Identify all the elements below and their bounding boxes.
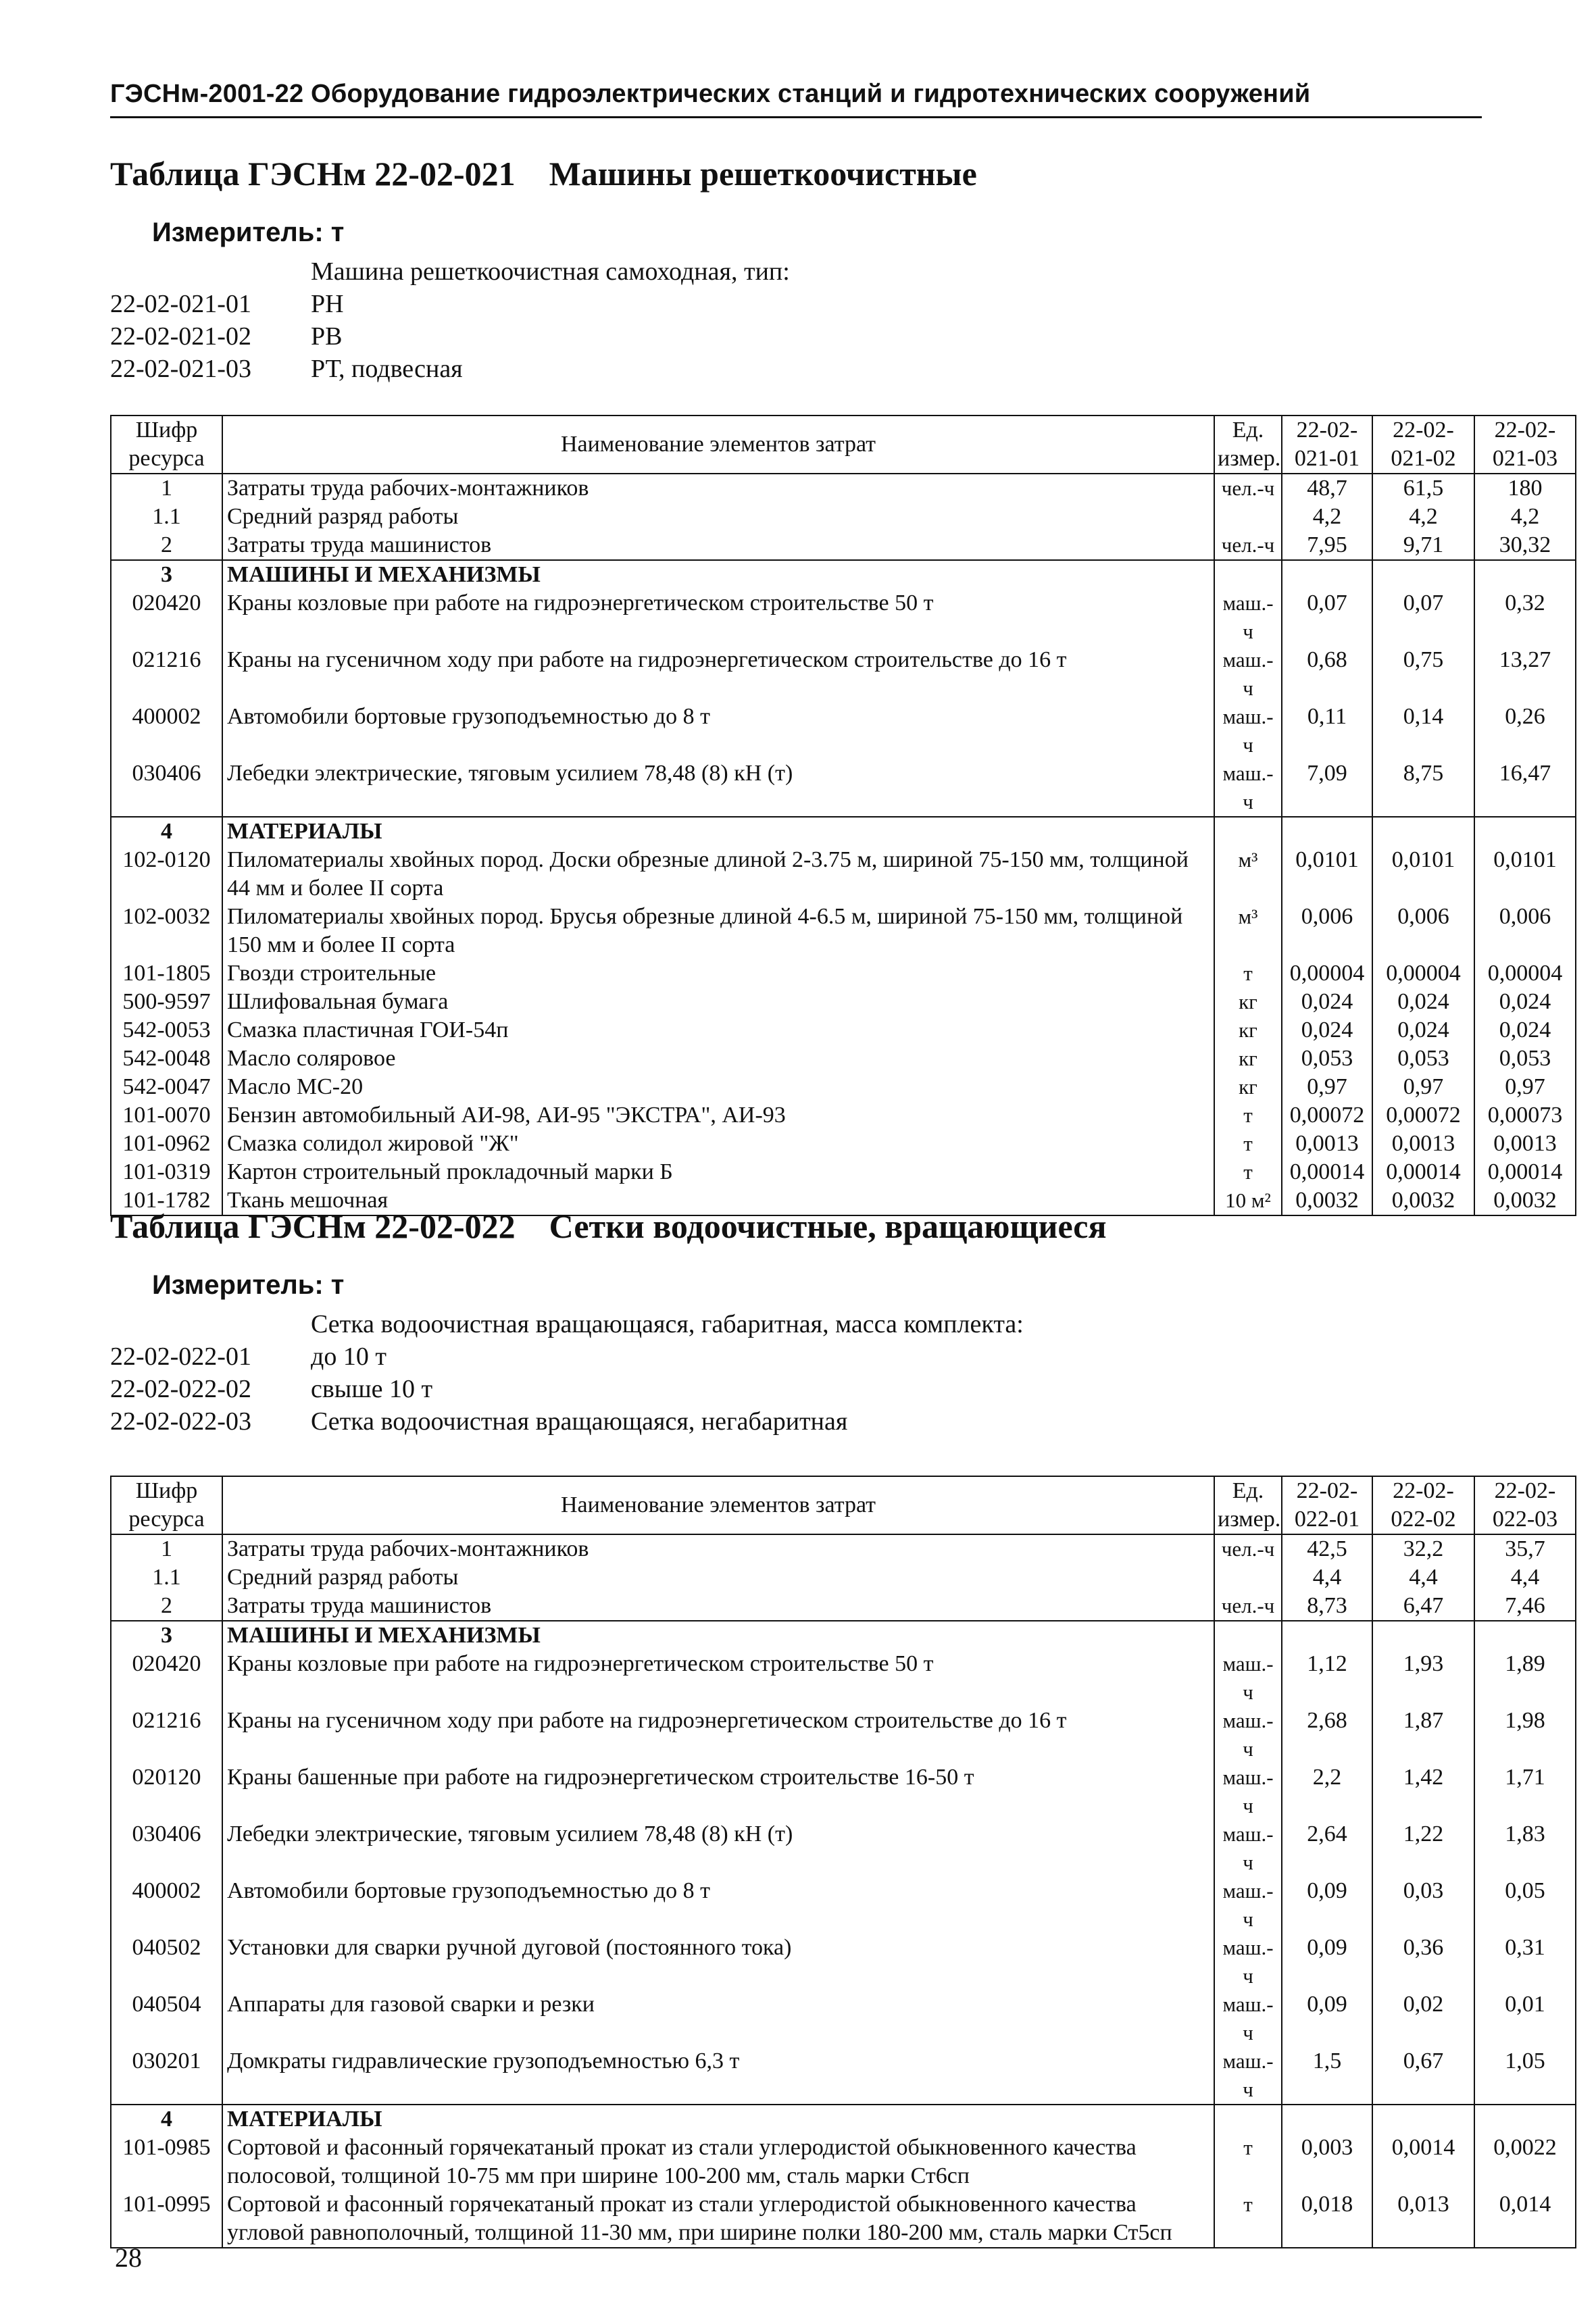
resource-code-cell: 1 <box>111 474 222 503</box>
value-cell: 0,0101 <box>1282 846 1372 903</box>
resource-code-cell: 101-1805 <box>111 959 222 988</box>
value-cell <box>1372 2105 1474 2134</box>
spec-row: 22-02-022-03 Сетка водоочистная вращающаяся, негабаритная <box>110 1407 848 1436</box>
value-cell: 2,64 <box>1282 1820 1372 1877</box>
unit-cell <box>1214 2105 1282 2134</box>
value-cell: 0,02 <box>1372 1990 1474 2047</box>
value-cell: 0,67 <box>1372 2047 1474 2105</box>
value-cell: 42,5 <box>1282 1534 1372 1563</box>
spec-row: 22-02-022-02 свыше 10 т <box>110 1375 433 1403</box>
header-col-1: 22-02- 021-01 <box>1282 416 1372 474</box>
value-cell: 0,0013 <box>1282 1130 1372 1158</box>
cost-element-name-cell: Домкраты гидравлические грузоподъемностью 6,3 т <box>222 2047 1214 2105</box>
table2-title-name: Сетки водоочистные, вращающиеся <box>549 1207 1107 1245</box>
value-cell: 13,27 <box>1474 646 1576 703</box>
table-row <box>111 1534 1576 1563</box>
table-row <box>111 1073 1576 1101</box>
table1-measure: Измеритель: т <box>152 218 345 247</box>
spec-row: 22-02-021-03 РТ, подвесная <box>110 355 463 383</box>
value-cell: 1,42 <box>1372 1763 1474 1820</box>
table-row <box>111 646 1576 703</box>
value-cell: 0,00073 <box>1474 1101 1576 1130</box>
unit-cell: т <box>1214 1101 1282 1130</box>
cost-element-name-cell: Картон строительный прокладочный марки Б <box>222 1158 1214 1186</box>
value-cell: 0,024 <box>1282 1016 1372 1045</box>
unit-cell: маш.-ч <box>1214 2047 1282 2105</box>
value-cell: 0,00072 <box>1372 1101 1474 1130</box>
table2-measure: Измеритель: т <box>152 1270 345 1300</box>
value-cell: 1,89 <box>1474 1650 1576 1707</box>
resource-code-cell: 542-0047 <box>111 1073 222 1101</box>
value-cell: 4,2 <box>1282 503 1372 531</box>
value-cell: 0,09 <box>1282 1877 1372 1934</box>
cost-element-name-cell: Масло соляровое <box>222 1045 1214 1073</box>
value-cell: 0,018 <box>1282 2190 1372 2248</box>
unit-cell: т <box>1214 2190 1282 2248</box>
resource-code-cell: 021216 <box>111 1707 222 1763</box>
resource-code-cell: 101-0985 <box>111 2134 222 2190</box>
cost-element-name-cell: МАШИНЫ И МЕХАНИЗМЫ <box>222 1621 1214 1650</box>
cost-element-name-cell: Средний разряд работы <box>222 503 1214 531</box>
value-cell: 6,47 <box>1372 1592 1474 1621</box>
header-unit: Ед. измер. <box>1214 416 1282 474</box>
value-cell: 0,68 <box>1282 646 1372 703</box>
value-cell: 0,97 <box>1372 1073 1474 1101</box>
resource-code-cell: 040502 <box>111 1934 222 1990</box>
table-row <box>111 560 1576 589</box>
cost-element-name-cell: Пиломатериалы хвойных пород. Брусья обрезные длиной 4-6.5 м, шириной 75-150 мм, толщиной 150 мм и более II сорта <box>222 903 1214 959</box>
cost-element-name-cell: Бензин автомобильный АИ-98, АИ-95 "ЭКСТРА", АИ-93 <box>222 1101 1214 1130</box>
spec-heading: Сетка водоочистная вращающаяся, габаритная, масса комплекта: <box>311 1310 1024 1338</box>
value-cell: 7,95 <box>1282 531 1372 560</box>
value-cell: 0,97 <box>1282 1073 1372 1101</box>
value-cell: 0,0013 <box>1372 1130 1474 1158</box>
cost-element-name-cell: Аппараты для газовой сварки и резки <box>222 1990 1214 2047</box>
value-cell: 0,00014 <box>1372 1158 1474 1186</box>
value-cell: 0,00004 <box>1474 959 1576 988</box>
unit-cell: маш.-ч <box>1214 1877 1282 1934</box>
unit-cell: чел.-ч <box>1214 474 1282 503</box>
value-cell <box>1474 817 1576 846</box>
value-cell: 61,5 <box>1372 474 1474 503</box>
unit-cell: чел.-ч <box>1214 531 1282 560</box>
cost-element-name-cell: Установки для сварки ручной дуговой (постоянного тока) <box>222 1934 1214 1990</box>
unit-cell: маш.-ч <box>1214 589 1282 646</box>
cost-element-name-cell: Средний разряд работы <box>222 1563 1214 1592</box>
value-cell: 48,7 <box>1282 474 1372 503</box>
unit-cell <box>1214 1621 1282 1650</box>
cost-element-name-cell: Смазка пластичная ГОИ-54п <box>222 1016 1214 1045</box>
resource-code-cell: 2 <box>111 1592 222 1621</box>
resource-code-cell: 542-0053 <box>111 1016 222 1045</box>
value-cell: 0,00014 <box>1282 1158 1372 1186</box>
table-row <box>111 1592 1576 1621</box>
cost-element-name-cell: Шлифовальная бумага <box>222 988 1214 1016</box>
value-cell: 0,024 <box>1474 988 1576 1016</box>
unit-cell <box>1214 817 1282 846</box>
header-name: Наименование элементов затрат <box>222 1476 1214 1534</box>
value-cell: 0,00004 <box>1282 959 1372 988</box>
value-cell: 0,024 <box>1474 1016 1576 1045</box>
table-row <box>111 1621 1576 1650</box>
value-cell: 4,2 <box>1474 503 1576 531</box>
value-cell: 0,05 <box>1474 1877 1576 1934</box>
value-cell: 35,7 <box>1474 1534 1576 1563</box>
resource-code-cell: 542-0048 <box>111 1045 222 1073</box>
cost-element-name-cell: Лебедки электрические, тяговым усилием 78,48 (8) кН (т) <box>222 1820 1214 1877</box>
cost-element-name-cell: МАШИНЫ И МЕХАНИЗМЫ <box>222 560 1214 589</box>
spec-row: 22-02-021-02 РВ <box>110 322 343 351</box>
table-row <box>111 2105 1576 2134</box>
value-cell: 0,013 <box>1372 2190 1474 2248</box>
resource-code-cell: 4 <box>111 2105 222 2134</box>
value-cell: 0,09 <box>1282 1990 1372 2047</box>
value-cell: 0,0032 <box>1282 1186 1372 1215</box>
value-cell: 0,024 <box>1372 988 1474 1016</box>
header-col-3: 22-02- 021-03 <box>1474 416 1576 474</box>
cost-element-name-cell: Масло МС-20 <box>222 1073 1214 1101</box>
spec-heading: Машина решеткоочистная самоходная, тип: <box>311 257 790 286</box>
unit-cell: маш.-ч <box>1214 1707 1282 1763</box>
table-row <box>111 988 1576 1016</box>
value-cell: 0,014 <box>1474 2190 1576 2248</box>
value-cell: 0,006 <box>1474 903 1576 959</box>
value-cell: 1,93 <box>1372 1650 1474 1707</box>
cost-element-name-cell: Краны на гусеничном ходу при работе на гидроэнергетическом строительстве до 16 т <box>222 1707 1214 1763</box>
value-cell: 0,024 <box>1372 1016 1474 1045</box>
value-cell: 0,32 <box>1474 589 1576 646</box>
unit-cell: м³ <box>1214 903 1282 959</box>
unit-cell: кг <box>1214 1073 1282 1101</box>
table-row <box>111 2047 1576 2105</box>
unit-cell <box>1214 560 1282 589</box>
cost-element-name-cell: Автомобили бортовые грузоподъемностью до 8 т <box>222 703 1214 759</box>
resource-code-cell: 021216 <box>111 646 222 703</box>
cost-element-name-cell: Затраты труда рабочих-монтажников <box>222 474 1214 503</box>
value-cell: 32,2 <box>1372 1534 1474 1563</box>
value-cell: 0,00072 <box>1282 1101 1372 1130</box>
value-cell <box>1474 560 1576 589</box>
page-number: 28 <box>115 2242 142 2273</box>
resource-code-cell: 400002 <box>111 1877 222 1934</box>
value-cell: 0,003 <box>1282 2134 1372 2190</box>
table-row <box>111 1158 1576 1186</box>
unit-cell: кг <box>1214 1045 1282 1073</box>
unit-cell: т <box>1214 2134 1282 2190</box>
cost-element-name-cell: Краны на гусеничном ходу при работе на гидроэнергетическом строительстве до 16 т <box>222 646 1214 703</box>
table1-grid <box>110 415 1576 1216</box>
value-cell: 1,22 <box>1372 1820 1474 1877</box>
header-name: Наименование элементов затрат <box>222 416 1214 474</box>
table-row <box>111 846 1576 903</box>
table-row <box>111 903 1576 959</box>
resource-code-cell: 101-1782 <box>111 1186 222 1215</box>
table-row <box>111 703 1576 759</box>
value-cell: 0,0013 <box>1474 1130 1576 1158</box>
value-cell: 1,98 <box>1474 1707 1576 1763</box>
value-cell: 7,09 <box>1282 759 1372 817</box>
value-cell <box>1474 1621 1576 1650</box>
table-row <box>111 1707 1576 1763</box>
value-cell: 4,4 <box>1474 1563 1576 1592</box>
value-cell: 180 <box>1474 474 1576 503</box>
resource-code-cell: 101-0070 <box>111 1101 222 1130</box>
table-row <box>111 1650 1576 1707</box>
value-cell <box>1372 1621 1474 1650</box>
table-row <box>111 1563 1576 1592</box>
value-cell: 0,31 <box>1474 1934 1576 1990</box>
cost-element-name-cell: Краны башенные при работе на гидроэнергетическом строительстве 16-50 т <box>222 1763 1214 1820</box>
unit-cell: маш.-ч <box>1214 646 1282 703</box>
value-cell: 0,26 <box>1474 703 1576 759</box>
unit-cell: кг <box>1214 988 1282 1016</box>
value-cell: 0,024 <box>1282 988 1372 1016</box>
header-col-2: 22-02- 021-02 <box>1372 416 1474 474</box>
cost-element-name-cell: Затраты труда машинистов <box>222 1592 1214 1621</box>
table-row <box>111 1934 1576 1990</box>
table-row <box>111 817 1576 846</box>
unit-cell: т <box>1214 959 1282 988</box>
table1-title <box>110 154 977 193</box>
value-cell: 0,0014 <box>1372 2134 1474 2190</box>
value-cell <box>1282 817 1372 846</box>
table-row <box>111 1877 1576 1934</box>
value-cell: 4,4 <box>1282 1563 1372 1592</box>
table2-specs <box>110 1308 1024 1438</box>
table-header-row <box>111 1476 1576 1534</box>
value-cell: 1,12 <box>1282 1650 1372 1707</box>
cost-element-name-cell: Затраты труда машинистов <box>222 531 1214 560</box>
resource-code-cell: 101-0962 <box>111 1130 222 1158</box>
value-cell: 0,75 <box>1372 646 1474 703</box>
value-cell: 0,00004 <box>1372 959 1474 988</box>
cost-element-name-cell: Пиломатериалы хвойных пород. Доски обрезные длиной 2-3.75 м, шириной 75-150 мм, толщиной 44 мм и более II сорта <box>222 846 1214 903</box>
resource-code-cell: 101-0319 <box>111 1158 222 1186</box>
value-cell: 0,36 <box>1372 1934 1474 1990</box>
table1-title-name: Машины решеткоочистные <box>549 155 977 193</box>
value-cell: 30,32 <box>1474 531 1576 560</box>
resource-code-cell: 500-9597 <box>111 988 222 1016</box>
value-cell <box>1474 2105 1576 2134</box>
unit-cell: чел.-ч <box>1214 1592 1282 1621</box>
spec-row: 22-02-021-01 РН <box>110 290 344 318</box>
cost-element-name-cell: Сортовой и фасонный горячекатаный прокат из стали углеродистой обыкновенного качества полосовой, толщиной 10-75 мм при ширине 100-200 мм, сталь марки Ст6сп <box>222 2134 1214 2190</box>
table-row <box>111 2134 1576 2190</box>
unit-cell <box>1214 503 1282 531</box>
unit-cell: т <box>1214 1158 1282 1186</box>
header-col-3: 22-02- 022-03 <box>1474 1476 1576 1534</box>
cost-element-name-cell: Сортовой и фасонный горячекатаный прокат из стали углеродистой обыкновенного качества угловой равнополочный, толщиной 11-30 мм, при ширине полки 180-200 мм, сталь марки Ст5сп <box>222 2190 1214 2248</box>
header-resource-code: Шифр ресурса <box>111 416 222 474</box>
unit-cell: маш.-ч <box>1214 1763 1282 1820</box>
unit-cell: маш.-ч <box>1214 1820 1282 1877</box>
value-cell <box>1282 560 1372 589</box>
table-row <box>111 1763 1576 1820</box>
header-col-1: 22-02- 022-01 <box>1282 1476 1372 1534</box>
table-row <box>111 1130 1576 1158</box>
value-cell: 1,87 <box>1372 1707 1474 1763</box>
value-cell: 1,71 <box>1474 1763 1576 1820</box>
value-cell: 0,03 <box>1372 1877 1474 1934</box>
value-cell: 16,47 <box>1474 759 1576 817</box>
table-row <box>111 1820 1576 1877</box>
resource-code-cell: 030406 <box>111 759 222 817</box>
unit-cell: м³ <box>1214 846 1282 903</box>
value-cell: 9,71 <box>1372 531 1474 560</box>
unit-cell: т <box>1214 1130 1282 1158</box>
unit-cell: маш.-ч <box>1214 759 1282 817</box>
value-cell: 0,11 <box>1282 703 1372 759</box>
unit-cell: маш.-ч <box>1214 1990 1282 2047</box>
table-row <box>111 531 1576 560</box>
header-rule <box>110 116 1482 118</box>
cost-element-name-cell: Краны козловые при работе на гидроэнергетическом строительстве 50 т <box>222 1650 1214 1707</box>
value-cell: 8,75 <box>1372 759 1474 817</box>
table2-title-code: Таблица ГЭСНм 22-02-022 <box>110 1207 516 1245</box>
value-cell: 1,83 <box>1474 1820 1576 1877</box>
unit-cell: кг <box>1214 1016 1282 1045</box>
table2-grid <box>110 1476 1576 2248</box>
header-col-2: 22-02- 022-02 <box>1372 1476 1474 1534</box>
resource-code-cell: 020120 <box>111 1763 222 1820</box>
resource-code-cell: 3 <box>111 560 222 589</box>
table-row <box>111 959 1576 988</box>
value-cell: 2,2 <box>1282 1763 1372 1820</box>
cost-element-name-cell: Затраты труда рабочих-монтажников <box>222 1534 1214 1563</box>
resource-code-cell: 101-0995 <box>111 2190 222 2248</box>
table-row <box>111 589 1576 646</box>
cost-element-name-cell: МАТЕРИАЛЫ <box>222 2105 1214 2134</box>
resource-code-cell: 1.1 <box>111 1563 222 1592</box>
resource-code-cell: 102-0120 <box>111 846 222 903</box>
value-cell: 0,053 <box>1474 1045 1576 1073</box>
table-row <box>111 2190 1576 2248</box>
unit-cell: чел.-ч <box>1214 1534 1282 1563</box>
resource-code-cell: 2 <box>111 531 222 560</box>
resource-code-cell: 400002 <box>111 703 222 759</box>
value-cell: 4,2 <box>1372 503 1474 531</box>
table-header-row <box>111 416 1576 474</box>
resource-code-cell: 020420 <box>111 589 222 646</box>
value-cell: 0,006 <box>1372 903 1474 959</box>
cost-element-name-cell: Автомобили бортовые грузоподъемностью до 8 т <box>222 1877 1214 1934</box>
spec-row: 22-02-022-01 до 10 т <box>110 1342 386 1371</box>
value-cell: 0,0101 <box>1474 846 1576 903</box>
resource-code-cell: 1 <box>111 1534 222 1563</box>
unit-cell <box>1214 1563 1282 1592</box>
table-row <box>111 1016 1576 1045</box>
unit-cell: маш.-ч <box>1214 1934 1282 1990</box>
value-cell: 0,053 <box>1282 1045 1372 1073</box>
header-resource-code: Шифр ресурса <box>111 1476 222 1534</box>
cost-element-name-cell: Лебедки электрические, тяговым усилием 78,48 (8) кН (т) <box>222 759 1214 817</box>
resource-code-cell: 020420 <box>111 1650 222 1707</box>
value-cell: 0,0022 <box>1474 2134 1576 2190</box>
resource-code-cell: 102-0032 <box>111 903 222 959</box>
value-cell: 0,01 <box>1474 1990 1576 2047</box>
header-unit: Ед. измер. <box>1214 1476 1282 1534</box>
unit-cell: 10 м² <box>1214 1186 1282 1215</box>
table-row <box>111 1045 1576 1073</box>
table-row <box>111 759 1576 817</box>
value-cell: 0,07 <box>1282 589 1372 646</box>
value-cell: 0,006 <box>1282 903 1372 959</box>
resource-code-cell: 030406 <box>111 1820 222 1877</box>
table2-title <box>110 1207 1107 1246</box>
unit-cell: маш.-ч <box>1214 703 1282 759</box>
table-row <box>111 1101 1576 1130</box>
value-cell <box>1282 1621 1372 1650</box>
cost-element-name-cell: Смазка солидол жировой "Ж" <box>222 1130 1214 1158</box>
unit-cell: маш.-ч <box>1214 1650 1282 1707</box>
table-row <box>111 503 1576 531</box>
value-cell: 7,46 <box>1474 1592 1576 1621</box>
cost-element-name-cell: Гвозди строительные <box>222 959 1214 988</box>
resource-code-cell: 1.1 <box>111 503 222 531</box>
value-cell: 0,07 <box>1372 589 1474 646</box>
value-cell: 0,09 <box>1282 1934 1372 1990</box>
resource-code-cell: 4 <box>111 817 222 846</box>
value-cell <box>1372 560 1474 589</box>
table-row <box>111 474 1576 503</box>
value-cell: 1,5 <box>1282 2047 1372 2105</box>
table1-specs <box>110 255 790 385</box>
value-cell: 0,14 <box>1372 703 1474 759</box>
value-cell: 0,0032 <box>1372 1186 1474 1215</box>
cost-element-name-cell: МАТЕРИАЛЫ <box>222 817 1214 846</box>
value-cell: 0,0032 <box>1474 1186 1576 1215</box>
value-cell: 2,68 <box>1282 1707 1372 1763</box>
value-cell: 0,97 <box>1474 1073 1576 1101</box>
value-cell: 0,00014 <box>1474 1158 1576 1186</box>
cost-element-name-cell: Ткань мешочная <box>222 1186 1214 1215</box>
value-cell <box>1372 817 1474 846</box>
cost-element-name-cell: Краны козловые при работе на гидроэнергетическом строительстве 50 т <box>222 589 1214 646</box>
value-cell: 0,053 <box>1372 1045 1474 1073</box>
resource-code-cell: 3 <box>111 1621 222 1650</box>
table-row <box>111 1990 1576 2047</box>
running-head: ГЭСНм-2001-22 Оборудование гидроэлектрических станций и гидротехнических сооружений <box>110 80 1311 108</box>
table1-title-code: Таблица ГЭСНм 22-02-021 <box>110 155 516 193</box>
value-cell <box>1282 2105 1372 2134</box>
resource-code-cell: 030201 <box>111 2047 222 2105</box>
value-cell: 8,73 <box>1282 1592 1372 1621</box>
value-cell: 1,05 <box>1474 2047 1576 2105</box>
value-cell: 4,4 <box>1372 1563 1474 1592</box>
value-cell: 0,0101 <box>1372 846 1474 903</box>
resource-code-cell: 040504 <box>111 1990 222 2047</box>
